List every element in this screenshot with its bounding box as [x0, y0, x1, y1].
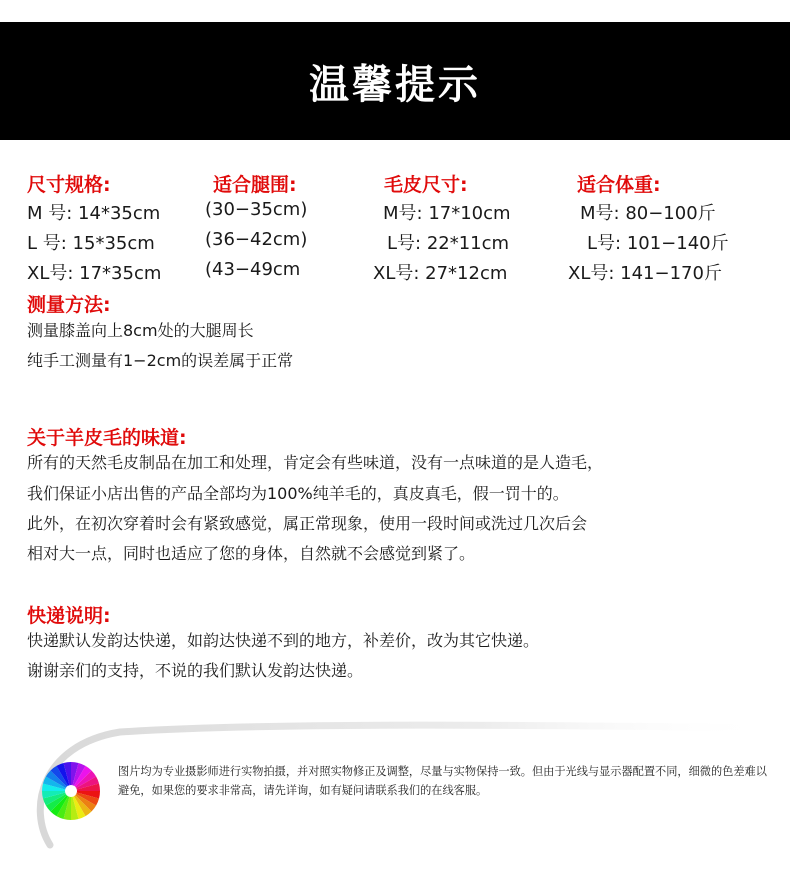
color-notice	[30, 720, 775, 850]
notice-text: 图片均为专业摄影师进行实物拍摄，并对照实物修正及调整，尽量与实物保持一致。但由于光线与显示器配置不同，细微的色差难以避免，如果您的要求非常高，请先详询，如有疑问请联系我们的在线客服。	[118, 765, 767, 797]
measure-line: 测量膝盖向上8cm处的大腿周长	[27, 321, 254, 340]
table-cell: (36−42cm)	[205, 229, 308, 250]
table-cell: M号: 80−100斤	[580, 203, 716, 224]
smell-line: 我们保证小店出售的产品全部均为100%纯羊毛的，真皮真毛，假一罚十的。	[27, 484, 569, 503]
shipping-heading: 快递说明:	[27, 605, 111, 627]
table-cell: XL号: 17*35cm	[27, 263, 162, 284]
measure-heading: 测量方法:	[27, 294, 111, 316]
table-cell: L号: 101−140斤	[587, 233, 729, 254]
page-title: 温馨提示	[309, 61, 481, 108]
shipping-line: 谢谢亲们的支持，不说的我们默认发韵达快递。	[27, 661, 364, 680]
table-cell: XL号: 27*12cm	[373, 263, 508, 284]
size-spec-heading: 尺寸规格:	[27, 174, 111, 196]
table-cell: L 号: 15*35cm	[27, 233, 155, 254]
leg-girth-heading: 适合腿围:	[213, 174, 297, 196]
table-cell: M 号: 14*35cm	[27, 203, 161, 224]
table-cell: XL号: 141−170斤	[568, 263, 722, 284]
weight-heading: 适合体重:	[577, 174, 661, 196]
smell-heading: 关于羊皮毛的味道:	[27, 427, 187, 449]
color-wheel-icon	[40, 760, 102, 822]
shipping-line: 快递默认发韵达快递，如韵达快递不到的地方，补差价，改为其它快递。	[27, 631, 540, 650]
title-banner	[0, 22, 790, 140]
table-cell: L号: 22*11cm	[387, 233, 510, 254]
measure-line: 纯手工测量有1−2cm的误差属于正常	[27, 351, 294, 370]
table-cell: M号: 17*10cm	[383, 203, 511, 224]
smell-line: 所有的天然毛皮制品在加工和处理，肯定会有些味道，没有一点味道的是人造毛，	[27, 453, 604, 472]
fur-size-heading: 毛皮尺寸:	[384, 174, 468, 196]
table-cell: (43−49cm	[205, 259, 301, 280]
smell-line: 相对大一点，同时也适应了您的身体，自然就不会感觉到紧了。	[27, 544, 476, 563]
table-cell: (30−35cm)	[205, 199, 308, 220]
smell-line: 此外，在初次穿着时会有紧致感觉，属正常现象，使用一段时间或洗过几次后会	[27, 514, 588, 533]
